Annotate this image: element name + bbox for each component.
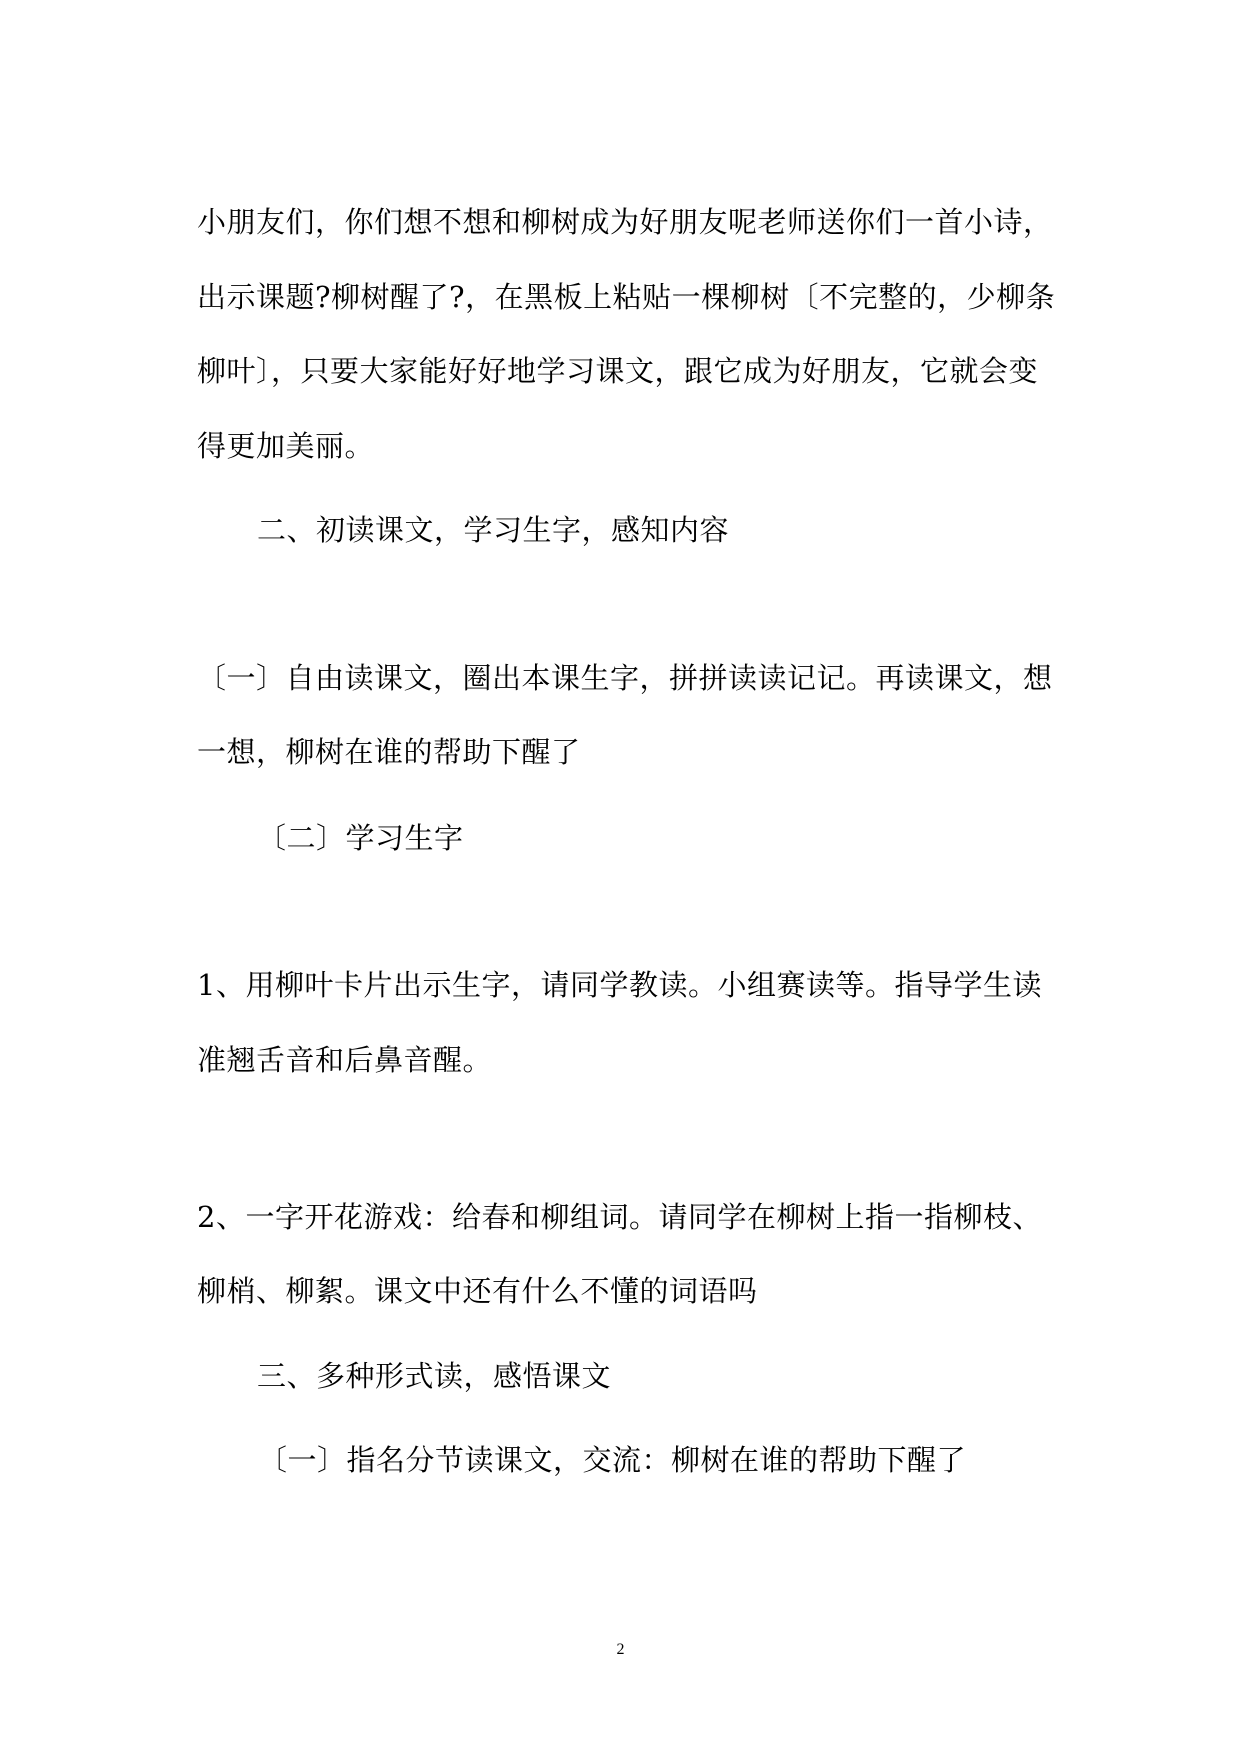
paragraph-line: 一想，柳树在谁的帮助下醒了 (197, 735, 581, 769)
paragraph-line: 小朋友们，你们想不想和柳树成为好朋友呢老师送你们一首小诗， (197, 205, 1053, 239)
paragraph-line: 准翘舌音和后鼻音醒。 (197, 1043, 493, 1077)
paragraph-line: 柳叶〕，只要大家能好好地学习课文，跟它成为好朋友，它就会变 (197, 354, 1039, 388)
subsection-heading: 〔二〕学习生字 (257, 821, 464, 855)
paragraph-line: 2、一字开花游戏：给春和柳组词。请同学在柳树上指一指柳枝、 (197, 1200, 1042, 1234)
paragraph-line: 〔一〕自由读课文，圈出本课生字，拼拼读读记记。再读课文，想 (197, 661, 1053, 695)
paragraph-line: 1、用柳叶卡片出示生字，请同学教读。小组赛读等。指导学生读 (197, 968, 1042, 1002)
paragraph-line: 出示课题?柳树醒了?，在黑板上粘贴一棵柳树〔不完整的，少柳条 (197, 280, 1056, 314)
paragraph-line: 柳梢、柳絮。课文中还有什么不懂的词语吗 (197, 1274, 758, 1308)
paragraph-line: 得更加美丽。 (197, 429, 375, 463)
page-number: 2 (616, 1641, 625, 1658)
section-heading: 三、多种形式读，感悟课文 (257, 1359, 612, 1393)
section-heading: 二、初读课文，学习生字，感知内容 (257, 513, 730, 547)
subsection-heading: 〔一〕指名分节读课文，交流：柳树在谁的帮助下醒了 (258, 1443, 967, 1477)
